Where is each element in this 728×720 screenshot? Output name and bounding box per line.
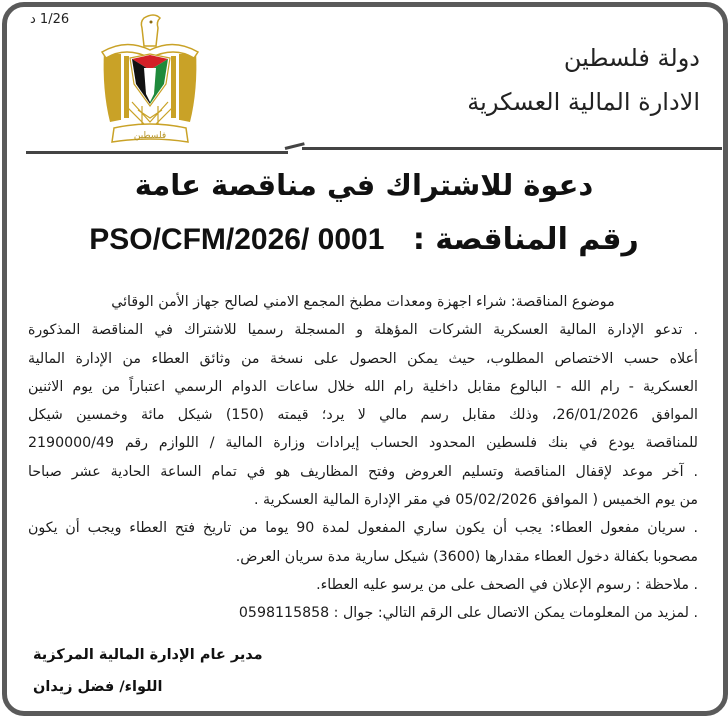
reference-number: 1/26 د <box>30 12 70 27</box>
signatory-title: مدير عام الإدارة المالية المركزية <box>33 647 263 663</box>
tender-number: PSO/CFM/2026/ 0001 <box>89 223 385 256</box>
state-name: دولة فلسطين <box>563 44 700 72</box>
header-divider-right <box>302 147 722 150</box>
body-line: العسكرية - رام الله - البالوع مقابل داخلية رام الله خلال ساعات الدوام الرسمي اعتباراً من يوم الاثنين <box>28 378 698 395</box>
body-line: من يوم الخميس ( الموافق 05/02/2026 في مقر الإدارة المالية العسكرية . <box>253 492 698 509</box>
body-line: . تدعو الإدارة المالية العسكرية الشركات المؤهلة و المسجلة رسميا للاشتراك في المناقصة المذكورة <box>28 322 698 339</box>
department-name: الادارة المالية العسكرية <box>467 88 700 116</box>
body-line: . آخر موعد لإقفال المناقصة وتسليم العروض وفتح المظاريف هو في تمام الساعة الحادية عشر صباحا <box>28 463 698 480</box>
announcement-title: دعوة للاشتراك في مناقصة عامة <box>134 168 594 202</box>
header-divider-left <box>26 151 288 154</box>
emblem-caption: فلسطين <box>133 131 167 141</box>
tender-number-line <box>0 222 728 257</box>
announcement-body <box>28 288 698 628</box>
palestine-eagle-emblem-icon <box>96 10 204 150</box>
tender-number-label: رقم المناقصة : <box>412 222 639 257</box>
tender-subject: موضوع المناقصة: شراء اجهزة ومعدات مطبخ المجمع الامني لصالح جهاز الأمن الوقائي <box>111 294 615 310</box>
body-line: للمناقصة يودع في بنك فلسطين المحدود الحساب إيرادات وزارة المالية / اللوازم رقم 2190000/49 <box>28 435 698 452</box>
note-line: . ملاحظة : رسوم الإعلان في الصحف على من يرسو عليه العطاء. <box>316 576 698 593</box>
signatory-name: اللواء/ فضل زيدان <box>33 679 163 695</box>
contact-line: . لمزيد من المعلومات يمكن الاتصال على الرقم التالي: جوال : 0598115858 <box>238 605 698 622</box>
bid-guarantee-line: مصحوبا بكفالة دخول العطاء مقدارها (3600) شيكل سارية مدة سريان العرض. <box>235 548 698 565</box>
issuer-block <box>467 36 700 124</box>
body-line: أعلاه حسب الاختصاص المطلوب، حيث يمكن الحصول على نسخة من وثائق العطاء من الإدارة المالية <box>28 350 698 367</box>
body-line: الموافق 26/01/2026، وذلك مقابل رسم مالي لا يرد؛ قيمته (150) شيكل مائة وخمسين شيكل <box>28 407 698 424</box>
bid-validity-line: . سريان مفعول العطاء: يجب أن يكون ساري المفعول لمدة 90 يوما من تاريخ فتح العطاء ويجب أن يكون <box>28 520 699 537</box>
